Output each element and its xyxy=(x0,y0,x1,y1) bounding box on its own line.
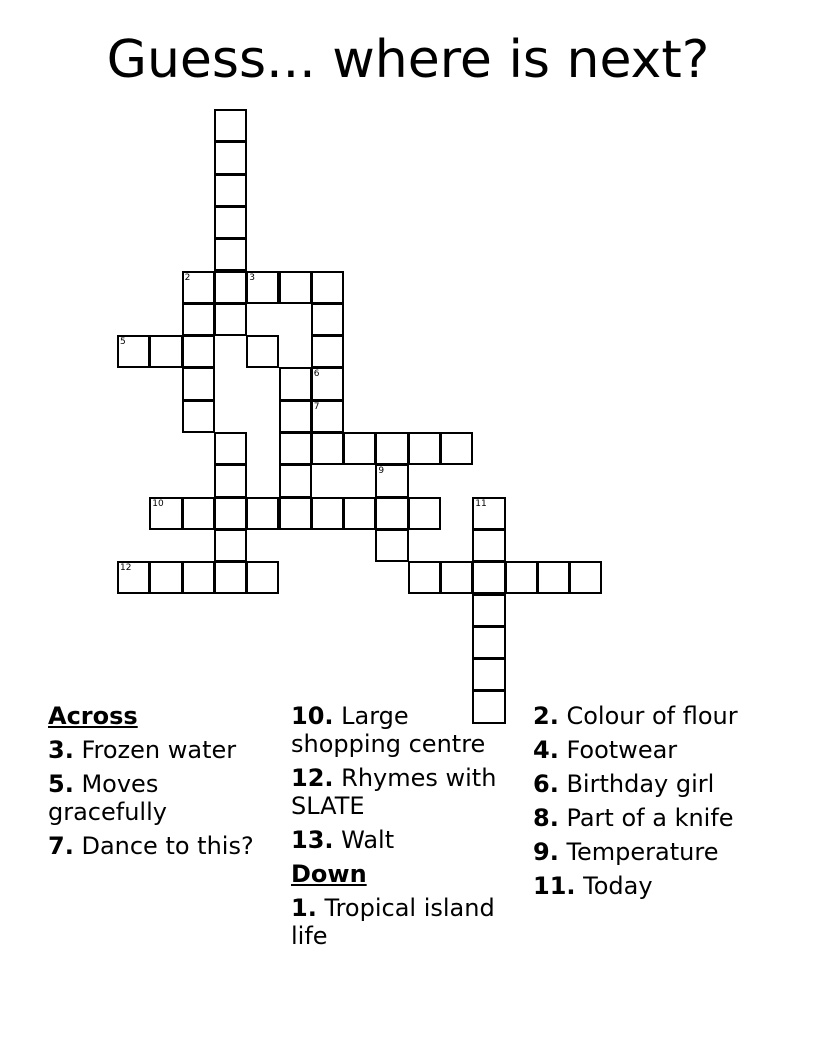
grid-cell[interactable] xyxy=(214,303,247,336)
clue-item xyxy=(291,764,521,820)
grid-cell[interactable] xyxy=(311,497,344,530)
grid-cell[interactable] xyxy=(505,561,538,594)
clue-text: Birthday girl xyxy=(558,770,715,798)
grid-cell[interactable] xyxy=(214,464,247,497)
clue-item xyxy=(533,872,763,900)
grid-cell[interactable] xyxy=(408,497,441,530)
clue-num: 13. xyxy=(291,826,334,854)
grid-cell[interactable] xyxy=(246,497,279,530)
grid-cell[interactable] xyxy=(279,400,312,433)
grid-cell[interactable] xyxy=(182,303,215,336)
grid-cell[interactable] xyxy=(214,432,247,465)
grid-cell[interactable] xyxy=(214,238,247,271)
grid-cell[interactable] xyxy=(569,561,602,594)
clue-number: 3 xyxy=(249,272,255,283)
clue-item xyxy=(533,702,763,730)
clue-item xyxy=(48,736,268,764)
grid-cell[interactable] xyxy=(537,561,570,594)
grid-cell[interactable] xyxy=(117,561,150,594)
grid-cell[interactable] xyxy=(408,432,441,465)
grid-cell[interactable] xyxy=(149,497,182,530)
clues-column-3 xyxy=(533,702,763,906)
grid-cell[interactable] xyxy=(311,367,344,400)
grid-cell[interactable] xyxy=(149,561,182,594)
grid-cell[interactable] xyxy=(182,335,215,368)
clue-number: 10 xyxy=(152,498,164,509)
grid-cell[interactable] xyxy=(279,464,312,497)
clue-number: 12 xyxy=(120,563,132,574)
grid-cell[interactable] xyxy=(182,271,215,304)
clue-num: 11. xyxy=(533,872,576,900)
clue-num: 7. xyxy=(48,832,74,860)
clue-item xyxy=(533,736,763,764)
clue-item xyxy=(291,894,521,950)
grid-cell[interactable] xyxy=(214,174,247,207)
grid-cell[interactable] xyxy=(214,561,247,594)
grid-cell[interactable] xyxy=(472,626,505,659)
grid-cell[interactable] xyxy=(117,335,150,368)
clue-text: Walt xyxy=(333,826,395,854)
grid-cell[interactable] xyxy=(182,400,215,433)
clue-text: Dance to this? xyxy=(73,832,254,860)
across-header: Across xyxy=(48,702,138,730)
grid-cell[interactable] xyxy=(311,335,344,368)
grid-cell[interactable] xyxy=(375,497,408,530)
clue-item xyxy=(48,770,268,826)
grid-cell[interactable] xyxy=(182,367,215,400)
clue-item xyxy=(533,804,763,832)
clue-text: Frozen water xyxy=(73,736,237,764)
grid-cell[interactable] xyxy=(343,432,376,465)
clue-item xyxy=(533,770,763,798)
grid-cell[interactable] xyxy=(214,109,247,142)
clue-num: 12. xyxy=(291,764,334,792)
grid-cell[interactable] xyxy=(182,497,215,530)
grid-cell[interactable] xyxy=(246,561,279,594)
grid-cell[interactable] xyxy=(375,464,408,497)
clue-num: 6. xyxy=(533,770,559,798)
grid-cell[interactable] xyxy=(472,594,505,627)
clue-text: Today xyxy=(575,872,653,900)
clue-number: 11 xyxy=(475,498,487,509)
grid-cell[interactable] xyxy=(214,529,247,562)
clue-text: Temperature xyxy=(558,838,719,866)
clue-num: 9. xyxy=(533,838,559,866)
grid-cell[interactable] xyxy=(472,497,505,530)
clue-item xyxy=(291,826,521,854)
clue-number: 5 xyxy=(120,337,126,348)
clue-item xyxy=(291,702,521,758)
grid-cell[interactable] xyxy=(214,271,247,304)
grid-cell[interactable] xyxy=(472,658,505,691)
clue-text: Large shopping centre xyxy=(291,702,486,758)
grid-cell[interactable] xyxy=(440,432,473,465)
down-header: Down xyxy=(291,860,367,888)
grid-cell[interactable] xyxy=(440,561,473,594)
clue-num: 4. xyxy=(533,736,559,764)
clue-number: 9 xyxy=(378,466,385,477)
grid-cell[interactable] xyxy=(279,497,312,530)
clue-num: 10. xyxy=(291,702,334,730)
grid-cell[interactable] xyxy=(149,335,182,368)
grid-cell[interactable] xyxy=(279,432,312,465)
clue-number: 7 xyxy=(313,401,320,412)
clue-item xyxy=(533,838,763,866)
clue-text: Footwear xyxy=(558,736,678,764)
clue-num: 2. xyxy=(533,702,559,730)
clues-column-2 xyxy=(291,702,521,956)
grid-cell[interactable] xyxy=(375,529,408,562)
puzzle-title: Guess... where is next? xyxy=(106,30,710,90)
grid-cell[interactable] xyxy=(246,271,279,304)
grid-cell[interactable] xyxy=(472,561,505,594)
clue-num: 5. xyxy=(48,770,74,798)
grid-cell[interactable] xyxy=(311,303,344,336)
clue-num: 3. xyxy=(48,736,74,764)
clue-num: 1. xyxy=(291,894,317,922)
clue-number: 6 xyxy=(313,369,320,380)
grid-cell[interactable] xyxy=(182,561,215,594)
grid-cell[interactable] xyxy=(279,367,312,400)
grid-cell[interactable] xyxy=(375,432,408,465)
clue-text: Tropical island life xyxy=(291,894,495,950)
grid-cell[interactable] xyxy=(311,432,344,465)
grid-cell[interactable] xyxy=(472,529,505,562)
clue-text: Rhymes with SLATE xyxy=(291,764,497,820)
clue-text: Moves gracefully xyxy=(48,770,167,826)
grid-cell[interactable] xyxy=(214,141,247,174)
clues-column-1 xyxy=(48,702,268,866)
clue-item xyxy=(48,832,268,860)
grid-cell[interactable] xyxy=(311,271,344,304)
grid-cell[interactable] xyxy=(343,497,376,530)
grid-cell[interactable] xyxy=(246,335,279,368)
clue-text: Part of a knife xyxy=(558,804,734,832)
grid-cell[interactable] xyxy=(214,206,247,239)
grid-cell[interactable] xyxy=(214,497,247,530)
clue-number: 2 xyxy=(184,272,191,283)
grid-cell[interactable] xyxy=(311,400,344,433)
clue-num: 8. xyxy=(533,804,559,832)
grid-cell[interactable] xyxy=(279,271,312,304)
grid-cell[interactable] xyxy=(408,561,441,594)
clue-text: Colour of flour xyxy=(558,702,738,730)
